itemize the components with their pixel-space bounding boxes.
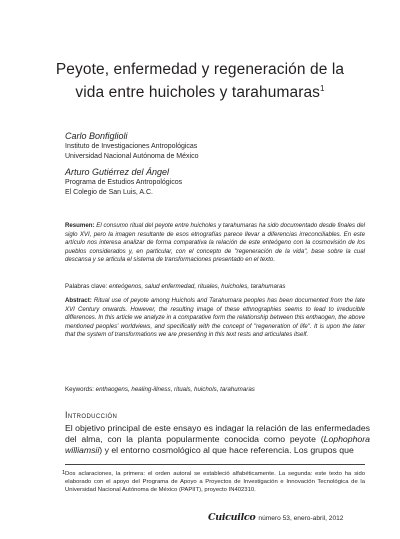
keywords-text: enthaogens, healing-illness, rituals, huichols, tarahumaras: [95, 386, 255, 393]
author-affiliation-line: Instituto de Investigaciones Antropológicas: [65, 143, 198, 150]
introduccion-paragraph: [65, 423, 370, 456]
issue-info: número 53, enero-abril, 2012: [258, 515, 344, 522]
keywords: [65, 386, 365, 395]
intro-text-1: El objetivo principal de este ensayo es indagar la relación de las enfermedades del alma, con la planta popularmente conocida como peyote (: [65, 423, 370, 444]
footnote-divider: [65, 464, 365, 465]
palabras-clave: [65, 283, 365, 292]
author-name: Carlo Bonfiglioli: [65, 131, 128, 141]
article-title-text: Peyote, enfermedad y regeneración de la vida entre huicholes y tarahumaras: [55, 61, 345, 102]
palabras-clave-text: enteógenos, salud enfermedad, rituales, huicholes, tarahumaras: [109, 283, 286, 290]
page-footer: [208, 512, 368, 523]
author-affiliation-line: El Colegio de San Luis, A.C.: [65, 189, 153, 196]
abstract-label: Abstract:: [65, 297, 92, 304]
title-footnote-marker: 1: [320, 84, 325, 93]
author-2: [65, 167, 365, 198]
keywords-label: Keywords:: [65, 386, 94, 393]
intro-text-2: ) y el entorno cosmológico al que hace referencia. Los grupos que: [99, 445, 354, 455]
intro-species-name: Lophophora williamsii: [65, 434, 370, 455]
abstract-text: Ritual use of peyote among Huichols and Tarahumara peoples has been documented from the late XVI Century onwards. However, the resulting image of these ethnographies seems to lead to irreducible differences. In this article we analyze in a comparative form the relationship between this enthaogen, the above mentioned peoples' worldviews, and specifically with the concept of "regeneration of life". It is upon the later that the system of transformations we are presenting in this text rests and articulates itself.: [65, 297, 365, 339]
resumen-block: [65, 222, 365, 265]
footnote-marker: 1: [62, 470, 66, 476]
resumen-text: El consumo ritual del peyote entre huicholes y tarahumaras ha sido documentado desde finales del siglo XVI, pero la imagen resultante de esos etnografías parece llevar a diferencias irreconciliables. En este artículo nos interesa analizar de forma comparativa la relación de este enteógeno con la cosmovisión de los pueblos considerados y, en particular, con el concepto de "regeneración de la vida", base sobre la cual descansa y se articula el sistema de transformaciones presentado en el texto.: [65, 222, 365, 264]
author-affiliation-line: Programa de Estudios Antropológicos: [65, 179, 183, 186]
journal-logo: Cuicuilco: [208, 512, 256, 523]
author-affiliation-line: Universidad Nacional Autónoma de México: [65, 153, 199, 160]
author-1: [65, 131, 365, 162]
palabras-clave-label: Palabras clave:: [65, 283, 108, 290]
abstract-block: [65, 297, 365, 340]
author-name: Arturo Gutiérrez del Ángel: [65, 167, 170, 177]
section-heading-introduccion: Introducción: [65, 410, 118, 420]
article-title: [40, 60, 360, 102]
footnote: Dos aclaraciones, la primera: el orden autoral se estableció alfabéticamente. La segunda: este texto ha sido elaborado con el apoyo del Programa de Apoyo a Proyectos de Investigación e Innovación Tecnológica de la Universidad Nacional Autónoma de México (PAPIIT), proyecto IN402310.: [65, 471, 365, 493]
resumen-label: Resumen:: [65, 222, 95, 229]
